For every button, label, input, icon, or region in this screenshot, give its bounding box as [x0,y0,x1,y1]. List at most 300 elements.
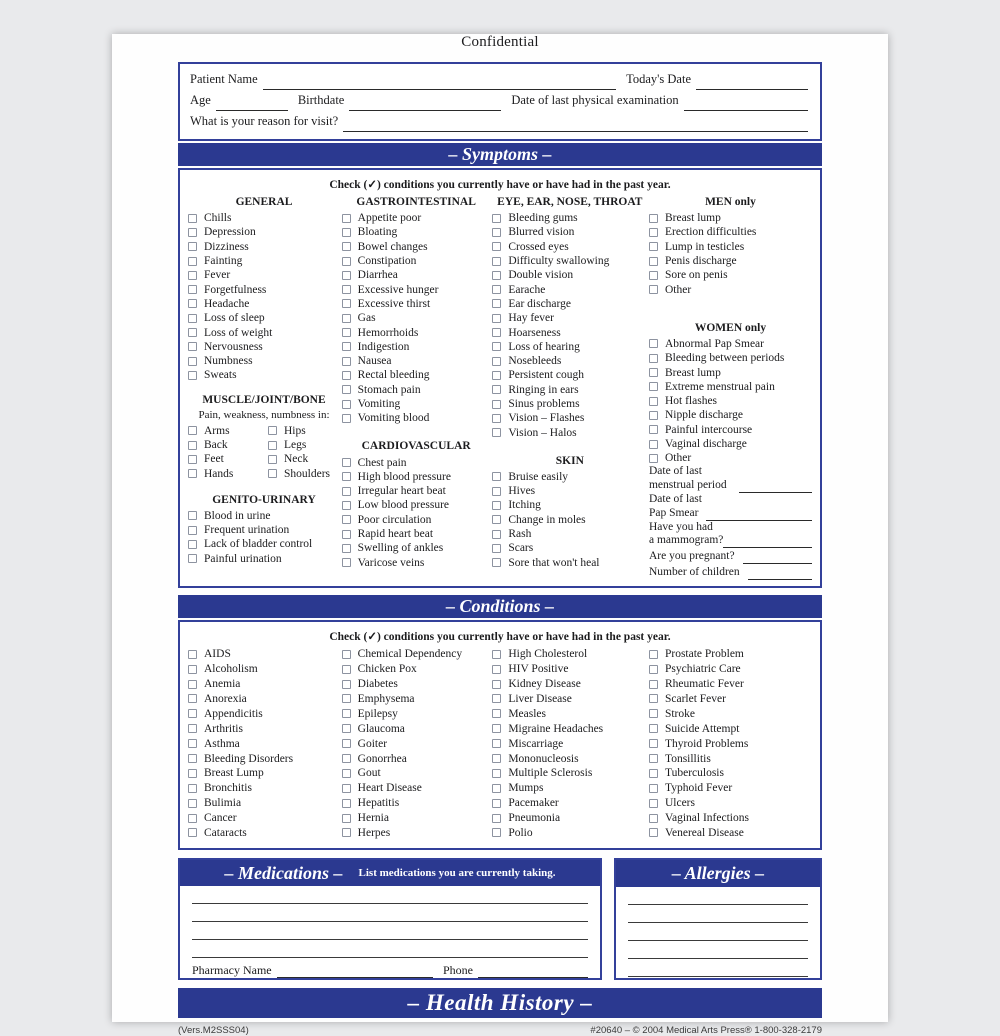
checkbox[interactable] [492,400,501,409]
checklist-item [649,766,812,781]
checklist-item-label: Bowel changes [357,240,428,253]
checkbox[interactable] [649,257,658,266]
checklist-item-label: Cataracts [204,826,247,839]
checkbox[interactable] [188,769,197,778]
checklist-item [492,662,647,677]
checkbox[interactable] [492,530,501,539]
checklist-item [649,706,812,721]
checklist-item [268,438,336,452]
checkbox[interactable] [342,828,351,837]
checkbox[interactable] [492,724,501,733]
checkbox[interactable] [342,328,351,337]
checkbox[interactable] [649,828,658,837]
checkbox[interactable] [492,428,501,437]
checklist-item [649,365,812,379]
checkbox[interactable] [188,469,197,478]
checkbox[interactable] [492,739,501,748]
checklist-item-label: Nosebleeds [508,355,562,368]
checkbox[interactable] [492,515,501,524]
checkbox[interactable] [342,257,351,266]
checkbox[interactable] [188,441,197,450]
checkbox[interactable] [188,540,197,549]
checkbox[interactable] [649,214,658,223]
checklist-item [492,692,647,707]
checklist-item-label: Alcoholism [204,663,258,676]
checkbox[interactable] [649,709,658,718]
checkbox[interactable] [342,472,351,481]
checklist-item [188,211,340,225]
checkbox[interactable] [649,680,658,689]
checkbox[interactable] [492,709,501,718]
checkbox[interactable] [342,558,351,567]
checkbox[interactable] [492,814,501,823]
checklist-item-label: Arms [204,424,230,437]
checklist-item-label: Sore on penis [664,269,728,282]
checklist-item-label: Rapid heart beat [357,528,434,541]
checkbox[interactable] [342,530,351,539]
checkbox[interactable] [649,382,658,391]
menstrual-period-field[interactable] [739,481,812,493]
checklist-item-label: Other [664,283,692,296]
checklist-item-label: Dizziness [204,240,249,253]
checklist-item [342,527,491,541]
symptoms-section [178,168,822,588]
pharmacy-name-label: Pharmacy Name [192,963,272,978]
checkbox[interactable] [492,271,501,280]
checkbox[interactable] [492,558,501,567]
symptoms-column-1 [188,195,340,580]
checklist-item-label: Polio [508,826,533,839]
checklist-item [342,455,491,469]
checkbox[interactable] [492,414,501,423]
allergy-line-4[interactable] [628,941,808,959]
medications-banner-title: – Medications – [224,862,343,883]
checklist-item-label: Frequent urination [204,524,290,537]
birthdate-field[interactable] [349,96,501,111]
checklist-item-label: Anorexia [204,692,247,705]
checkbox[interactable] [342,739,351,748]
checklist-item [492,751,647,766]
checklist-item [188,424,256,438]
checkbox[interactable] [342,515,351,524]
checklist-item [649,408,812,422]
checkbox[interactable] [188,455,197,464]
pap-smear-field[interactable] [706,509,811,521]
checkbox[interactable] [342,501,351,510]
checkbox[interactable] [342,709,351,718]
children-field[interactable] [748,568,812,580]
checkbox[interactable] [188,328,197,337]
checklist-item-label: High blood pressure [357,470,451,483]
checklist-item-label: Measles [508,707,546,720]
checkbox[interactable] [188,554,197,563]
checkbox[interactable] [492,665,501,674]
checkbox[interactable] [342,228,351,237]
conditions-column-3 [492,647,647,841]
checklist-item-label: Indigestion [357,340,410,353]
checkbox[interactable] [649,724,658,733]
checklist-item-label: Loss of weight [204,326,273,339]
general-title: GENERAL [235,196,293,208]
checklist-item-label: Hernia [357,812,389,825]
checkbox[interactable] [492,784,501,793]
checklist-item [188,647,340,662]
checkbox[interactable] [649,228,658,237]
checkbox[interactable] [492,371,501,380]
checkbox[interactable] [492,328,501,337]
checklist-item [188,662,340,677]
checklist-item-label: Goiter [357,737,388,750]
checklist-item-label: Epilepsy [357,707,398,720]
checkbox[interactable] [188,271,197,280]
checkbox[interactable] [492,242,501,251]
health-history-banner: – Health History – [178,988,822,1018]
checklist-item-label: Breast lump [664,212,721,225]
checklist-item [649,751,812,766]
medication-line-4[interactable] [192,940,588,958]
allergy-line-5[interactable] [628,959,808,977]
checkbox[interactable] [342,694,351,703]
checkbox[interactable] [268,426,277,435]
checklist-item [268,466,336,480]
women-only-title: WOMEN only [694,321,767,334]
mammogram-field[interactable] [723,536,812,548]
form-footer [178,1025,822,1036]
checklist-item-label: Ulcers [664,797,695,810]
checkbox[interactable] [649,694,658,703]
checkbox[interactable] [492,544,501,553]
checklist-item-label: Difficulty swallowing [508,255,610,268]
checkbox[interactable] [492,754,501,763]
checklist-item-label: Legs [284,439,307,451]
birthdate-label: Birthdate [297,93,345,107]
checklist-item-label: Irregular heart beat [357,485,446,498]
checkbox[interactable] [188,214,197,223]
checkbox[interactable] [492,487,501,496]
checkbox[interactable] [342,487,351,496]
age-field[interactable] [216,96,288,111]
checklist-item-label: Glaucoma [357,722,405,735]
checkbox[interactable] [649,814,658,823]
checklist-item-label: Bronchitis [204,782,252,795]
checklist-item [492,368,647,382]
checkbox[interactable] [342,754,351,763]
checkbox[interactable] [492,694,501,703]
checkbox[interactable] [342,650,351,659]
checklist-item [649,811,812,826]
checklist-item-label: Breast Lump [204,767,264,780]
medication-line-3[interactable] [192,922,588,940]
checkbox[interactable] [342,385,351,394]
checklist-item [188,826,340,841]
checkbox[interactable] [492,650,501,659]
checkbox[interactable] [188,342,197,351]
checklist-item-label: High Cholesterol [508,648,588,661]
checkbox[interactable] [649,799,658,808]
checklist-item [342,484,491,498]
checklist-item [342,225,491,239]
checkbox[interactable] [188,828,197,837]
checklist-item [342,498,491,512]
checklist-item-label: Prostate Problem [664,648,744,661]
checklist-item-label: Bulimia [204,797,242,810]
checkbox[interactable] [649,271,658,280]
checklist-item-label: Stroke [664,707,695,720]
checkbox[interactable] [188,357,197,366]
checklist-item [188,311,340,325]
checklist-item-label: Bleeding between periods [664,352,785,365]
checklist-item-label: Rheumatic Fever [664,678,744,691]
checkbox[interactable] [492,799,501,808]
reason-row [190,111,808,132]
checkbox[interactable] [649,425,658,434]
checklist-item-label: Poor circulation [357,513,432,526]
checkbox[interactable] [268,455,277,464]
checklist-item [188,325,340,339]
conditions-column-1 [188,647,340,841]
checklist-item-label: Crossed eyes [508,240,569,253]
checkbox[interactable] [649,411,658,420]
checklist-item [492,311,647,325]
checklist-item [188,282,340,296]
checkbox[interactable] [188,814,197,823]
confidential-label: Confidential [461,34,539,50]
checklist-item [492,470,647,484]
muscle-title: MUSCLE/JOINT/BONE [202,393,326,406]
checklist-item-label: Extreme menstrual pain [664,380,775,393]
checkbox[interactable] [649,454,658,463]
checkbox[interactable] [188,739,197,748]
checklist-item [342,282,491,296]
medication-line-2[interactable] [192,904,588,922]
checklist-item [492,340,647,354]
checklist-item-label: Neck [284,453,309,466]
checkbox[interactable] [188,799,197,808]
checkbox[interactable] [188,314,197,323]
age-label: Age [190,93,211,107]
checklist-item-label: Painful intercourse [664,423,753,436]
checkbox[interactable] [492,501,501,510]
checkbox[interactable] [342,414,351,423]
checkbox[interactable] [188,754,197,763]
checkbox[interactable] [188,426,197,435]
checklist-item-label: Loss of hearing [508,340,580,353]
checkbox[interactable] [188,285,197,294]
checkbox[interactable] [492,828,501,837]
checklist-item-label: Vision – Flashes [508,412,585,425]
checklist-item-label: Diabetes [357,678,398,691]
checkbox[interactable] [342,814,351,823]
checklist-item-label: Miscarriage [508,737,564,750]
checkbox[interactable] [649,397,658,406]
checkbox[interactable] [492,314,501,323]
checklist-item [492,527,647,541]
patient-name-field[interactable] [263,75,616,90]
checklist-item [188,736,340,751]
last-physical-field[interactable] [684,96,808,111]
checkbox[interactable] [268,469,277,478]
checklist-item [188,438,256,452]
checkbox[interactable] [342,458,351,467]
checkbox[interactable] [188,650,197,659]
checklist-item-label: Mononucleosis [508,752,579,765]
checklist-item-label: Depression [204,226,256,239]
checklist-item [649,781,812,796]
checkbox[interactable] [492,357,501,366]
checkbox[interactable] [342,357,351,366]
checklist-item [342,556,491,570]
checkbox[interactable] [342,724,351,733]
checkbox[interactable] [649,784,658,793]
checkbox[interactable] [649,769,658,778]
checklist-item-label: Sinus problems [508,398,580,410]
checkbox[interactable] [342,544,351,553]
checkbox[interactable] [188,228,197,237]
checkbox[interactable] [649,354,658,363]
footer-catalog: #20640 – © 2004 Medical Arts Press® 1-800-328-2179 [590,1025,822,1036]
checkbox[interactable] [492,342,501,351]
checklist-item [492,225,647,239]
checklist-item-label: Lump in testicles [664,240,745,253]
checklist-item-label: Gas [357,312,376,325]
todays-date-field[interactable] [696,75,808,90]
checkbox[interactable] [342,299,351,308]
checkbox[interactable] [342,342,351,351]
checklist-item [188,240,340,254]
checklist-item-label: Sore that won't heal [508,556,600,569]
checkbox[interactable] [649,339,658,348]
women-checklist [649,337,812,466]
checkbox[interactable] [188,526,197,535]
patient-info-box [178,62,822,141]
checkbox[interactable] [188,784,197,793]
checkbox[interactable] [342,799,351,808]
checklist-item [342,268,491,282]
mammogram-label-2: a mammogram? [648,534,724,547]
checkbox[interactable] [492,257,501,266]
checkbox[interactable] [188,680,197,689]
pharmacy-name-field[interactable] [277,965,433,978]
checklist-item [492,811,647,826]
checklist-item-label: Shoulders [284,467,330,480]
checklist-item-label: Vomiting blood [357,412,430,425]
checklist-item [188,340,340,354]
checkbox[interactable] [188,724,197,733]
checklist-item-label: Chills [204,212,232,225]
allergy-line-3[interactable] [628,923,808,941]
checkbox[interactable] [492,680,501,689]
checklist-item [649,826,812,841]
checkbox[interactable] [342,242,351,251]
checklist-item [342,297,491,311]
checklist-item-label: Hepatitis [357,797,400,810]
gastro-checklist [342,211,491,425]
checkbox[interactable] [342,769,351,778]
pregnant-field[interactable] [743,552,812,564]
reason-field[interactable] [343,117,808,132]
checkbox[interactable] [188,511,197,520]
medication-line-1[interactable] [192,886,588,904]
checkbox[interactable] [188,694,197,703]
checkbox[interactable] [342,400,351,409]
checklist-item [649,225,812,239]
checkbox[interactable] [649,754,658,763]
symptoms-column-2 [342,195,491,580]
checkbox[interactable] [492,228,501,237]
women-questions [649,465,812,579]
checklist-item [342,662,491,677]
checkbox[interactable] [268,441,277,450]
checkbox[interactable] [342,784,351,793]
checkbox[interactable] [649,739,658,748]
checklist-item [649,380,812,394]
checklist-item [492,211,647,225]
checkbox[interactable] [188,371,197,380]
todays-date-label: Today's Date [626,72,691,86]
checklist-item-label: Scarlet Fever [664,692,726,705]
checkbox[interactable] [188,709,197,718]
checkbox[interactable] [188,257,197,266]
checklist-item [342,721,491,736]
checkbox[interactable] [342,214,351,223]
checklist-item [492,484,647,498]
checklist-item-label: AIDS [204,648,231,661]
checkbox[interactable] [649,650,658,659]
checklist-item [188,297,340,311]
checkbox[interactable] [649,440,658,449]
checkbox[interactable] [492,285,501,294]
checkbox[interactable] [492,472,501,481]
checklist-item-label: Diarrhea [357,269,398,282]
checklist-item [342,383,491,397]
checkbox[interactable] [342,665,351,674]
checklist-item [342,796,491,811]
allergy-line-2[interactable] [628,905,808,923]
phone-field[interactable] [478,965,588,978]
checkbox[interactable] [188,299,197,308]
checkbox[interactable] [492,214,501,223]
checkbox[interactable] [649,665,658,674]
checklist-item-label: Hives [508,485,536,498]
checklist-item [649,662,812,677]
checkbox[interactable] [492,299,501,308]
checklist-item-label: Tonsillitis [664,752,711,765]
checklist-item [188,811,340,826]
checklist-item [342,240,491,254]
checkbox[interactable] [342,371,351,380]
checklist-item [649,394,812,408]
checkbox[interactable] [342,285,351,294]
checkbox[interactable] [492,769,501,778]
checkbox[interactable] [188,665,197,674]
checklist-item-label: Gout [357,767,381,780]
checkbox[interactable] [342,271,351,280]
checklist-item-label: Asthma [204,737,240,750]
checklist-item-label: Abnormal Pap Smear [664,337,764,350]
checkbox[interactable] [649,368,658,377]
checkbox[interactable] [342,314,351,323]
allergy-line-1[interactable] [628,887,808,905]
checklist-item-label: Earache [508,283,546,296]
checkbox[interactable] [492,385,501,394]
checkbox[interactable] [649,242,658,251]
checkbox[interactable] [649,285,658,294]
checkbox[interactable] [188,242,197,251]
checklist-item-label: Suicide Attempt [664,722,740,735]
symptoms-column-4 [649,195,812,580]
checkbox[interactable] [342,680,351,689]
checklist-item [188,796,340,811]
